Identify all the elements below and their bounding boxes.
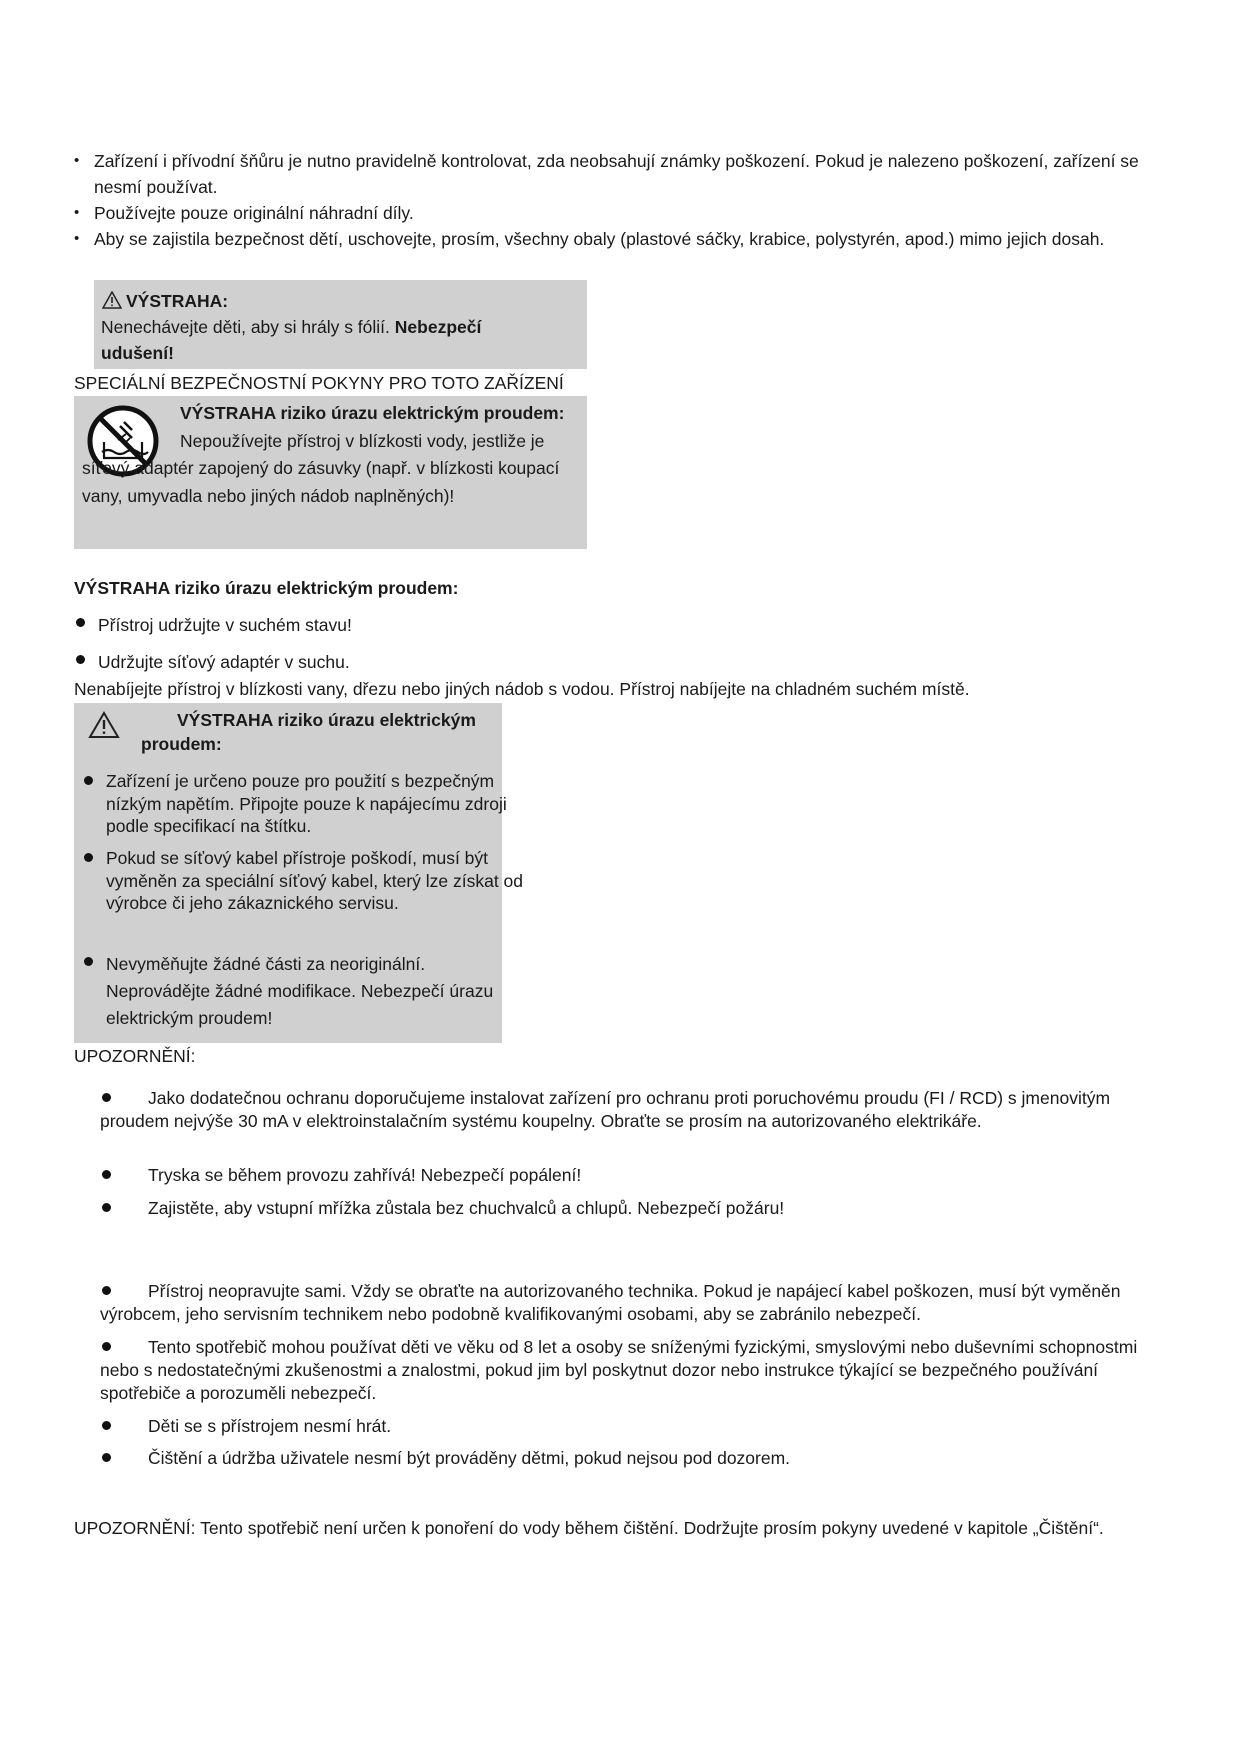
- warning-title: VÝSTRAHA:: [126, 291, 229, 311]
- bullet-dot: [102, 1093, 111, 1102]
- list-item: Zařízení je určeno pouze pro použití s bezpečným nízkým napětím. Připojte pouze k napájecímu zdroji podle specifikací na štítku.: [84, 770, 526, 838]
- water-warning-box: [74, 396, 587, 549]
- special-heading: SPECIÁLNÍ BEZPEČNOSTNÍ POKYNY PRO TOTO ZAŘÍZENÍ: [74, 373, 564, 393]
- charge-text: Nenabíjejte přístroj v blízkosti vany, dřezu nebo jiných nádob s vodou. Přístroj nabíjejte na chladném suchém místě.: [74, 679, 970, 699]
- bullet-dot: [102, 1286, 111, 1295]
- list-item: • Aby se zajistila bezpečnost dětí, uschovejte, prosím, všechny obaly (plastové sáčky, krabice, polystyrén, apod.) mimo jejich dosah.: [74, 226, 1144, 252]
- electric-bullet: Udržujte síťový adaptér v suchu.: [74, 649, 350, 675]
- warning-box-title: VÝSTRAHA riziko úrazu elektrickým: [177, 710, 476, 730]
- water-warning-text: Nepoužívejte přístroj v blízkosti vody, jestliže je síťový adaptér zapojený do zásuvky (např. v blízkosti koupací vany, umyvadla nebo jiných nádob naplněných)!: [82, 430, 560, 506]
- list-item: Děti se s přístrojem nesmí hrát.: [100, 1415, 1140, 1438]
- warning-triangle-icon: [88, 711, 120, 739]
- list-item: Zajistěte, aby vstupní mřížka zůstala bez chuchvalců a chlupů. Nebezpečí požáru!: [100, 1197, 1140, 1220]
- list-item: Přístroj neopravujte sami. Vždy se obraťte na autorizovaného technika. Pokud je napájecí kabel poškozen, musí být vyměněn výrobcem, jeho servisním technikem nebo podobně kvalifikovanými osobami, aby se zabránilo nebezpečí.: [100, 1281, 1121, 1324]
- bullet-dot: [84, 957, 93, 966]
- bullet-dot: [76, 655, 85, 664]
- bullet-dot: [102, 1342, 111, 1351]
- list-item: Pokud se síťový kabel přístroje poškodí, musí být vyměněn za speciální síťový kabel, který lze získat od výrobce či jeho zákaznického servisu.: [84, 847, 526, 915]
- bullet-dot: [102, 1421, 111, 1430]
- bullet-dot: [76, 618, 85, 627]
- water-warning-title: VÝSTRAHA riziko úrazu elektrickým proudem:: [180, 403, 565, 423]
- list-item: Nevyměňujte žádné části za neoriginální. Neprovádějte žádné modifikace. Nebezpečí úrazu elektrickým proudem!: [84, 951, 526, 1032]
- bullet-dot: [102, 1203, 111, 1212]
- bullet-dot: [102, 1453, 111, 1462]
- bullet-dot: [84, 853, 93, 862]
- list-item: Tento spotřebič mohou používat děti ve věku od 8 let a osoby se sníženými fyzickými, smyslovými nebo duševními schopnostmi nebo s nedostatečnými zkušenostmi a znalostmi, pokud jim byl poskytnut dozor nebo instrukce týkající se bezpečného používání spotřebiče a porozuměli nebezpečí.: [100, 1337, 1138, 1403]
- list-item: Čištění a údržba uživatele nesmí být prováděny dětmi, pokud nejsou pod dozorem.: [100, 1447, 1140, 1470]
- intro-bullet-list: [74, 148, 1144, 252]
- notice-heading: UPOZORNĚNÍ:: [74, 1046, 196, 1066]
- warning-triangle-icon: [102, 291, 122, 309]
- electric-bullet: Přístroj udržujte v suchém stavu!: [74, 612, 352, 638]
- list-item: Jako dodatečnou ochranu doporučujeme instalovat zařízení pro ochranu proti poruchovému proudu (FI / RCD) s jmenovitým proudem nejvýše 30 mA v elektroinstalačním systému koupelny. Obraťte se prosím na autorizovaného elektrikáře.: [100, 1088, 1111, 1131]
- list-item: Tryska se během provozu zahřívá! Nebezpečí popálení!: [100, 1164, 1140, 1187]
- final-notice: UPOZORNĚNÍ: Tento spotřebič není určen k ponoření do vody během čištění. Dodržujte prosím pokyny uvedené v kapitole „Čištění“.: [74, 1518, 1104, 1538]
- warning-text: Nenechávejte děti, aby si hrály s fólií. Nebezpečí udušení!: [101, 317, 482, 363]
- list-item: • Zařízení i přívodní šňůru je nutno pravidelně kontrolovat, zda neobsahují známky poškození. Pokud je nalezeno poškození, zařízení se nesmí používat.: [74, 148, 1144, 200]
- bullet-dot: [102, 1170, 111, 1179]
- bullet-dot: [84, 776, 93, 785]
- warning-box-foil: [94, 280, 587, 369]
- list-item: • Používejte pouze originální náhradní díly.: [74, 200, 1144, 226]
- warning-box-title: proudem:: [141, 734, 222, 754]
- electric-heading: VÝSTRAHA riziko úrazu elektrickým proudem:: [74, 578, 459, 598]
